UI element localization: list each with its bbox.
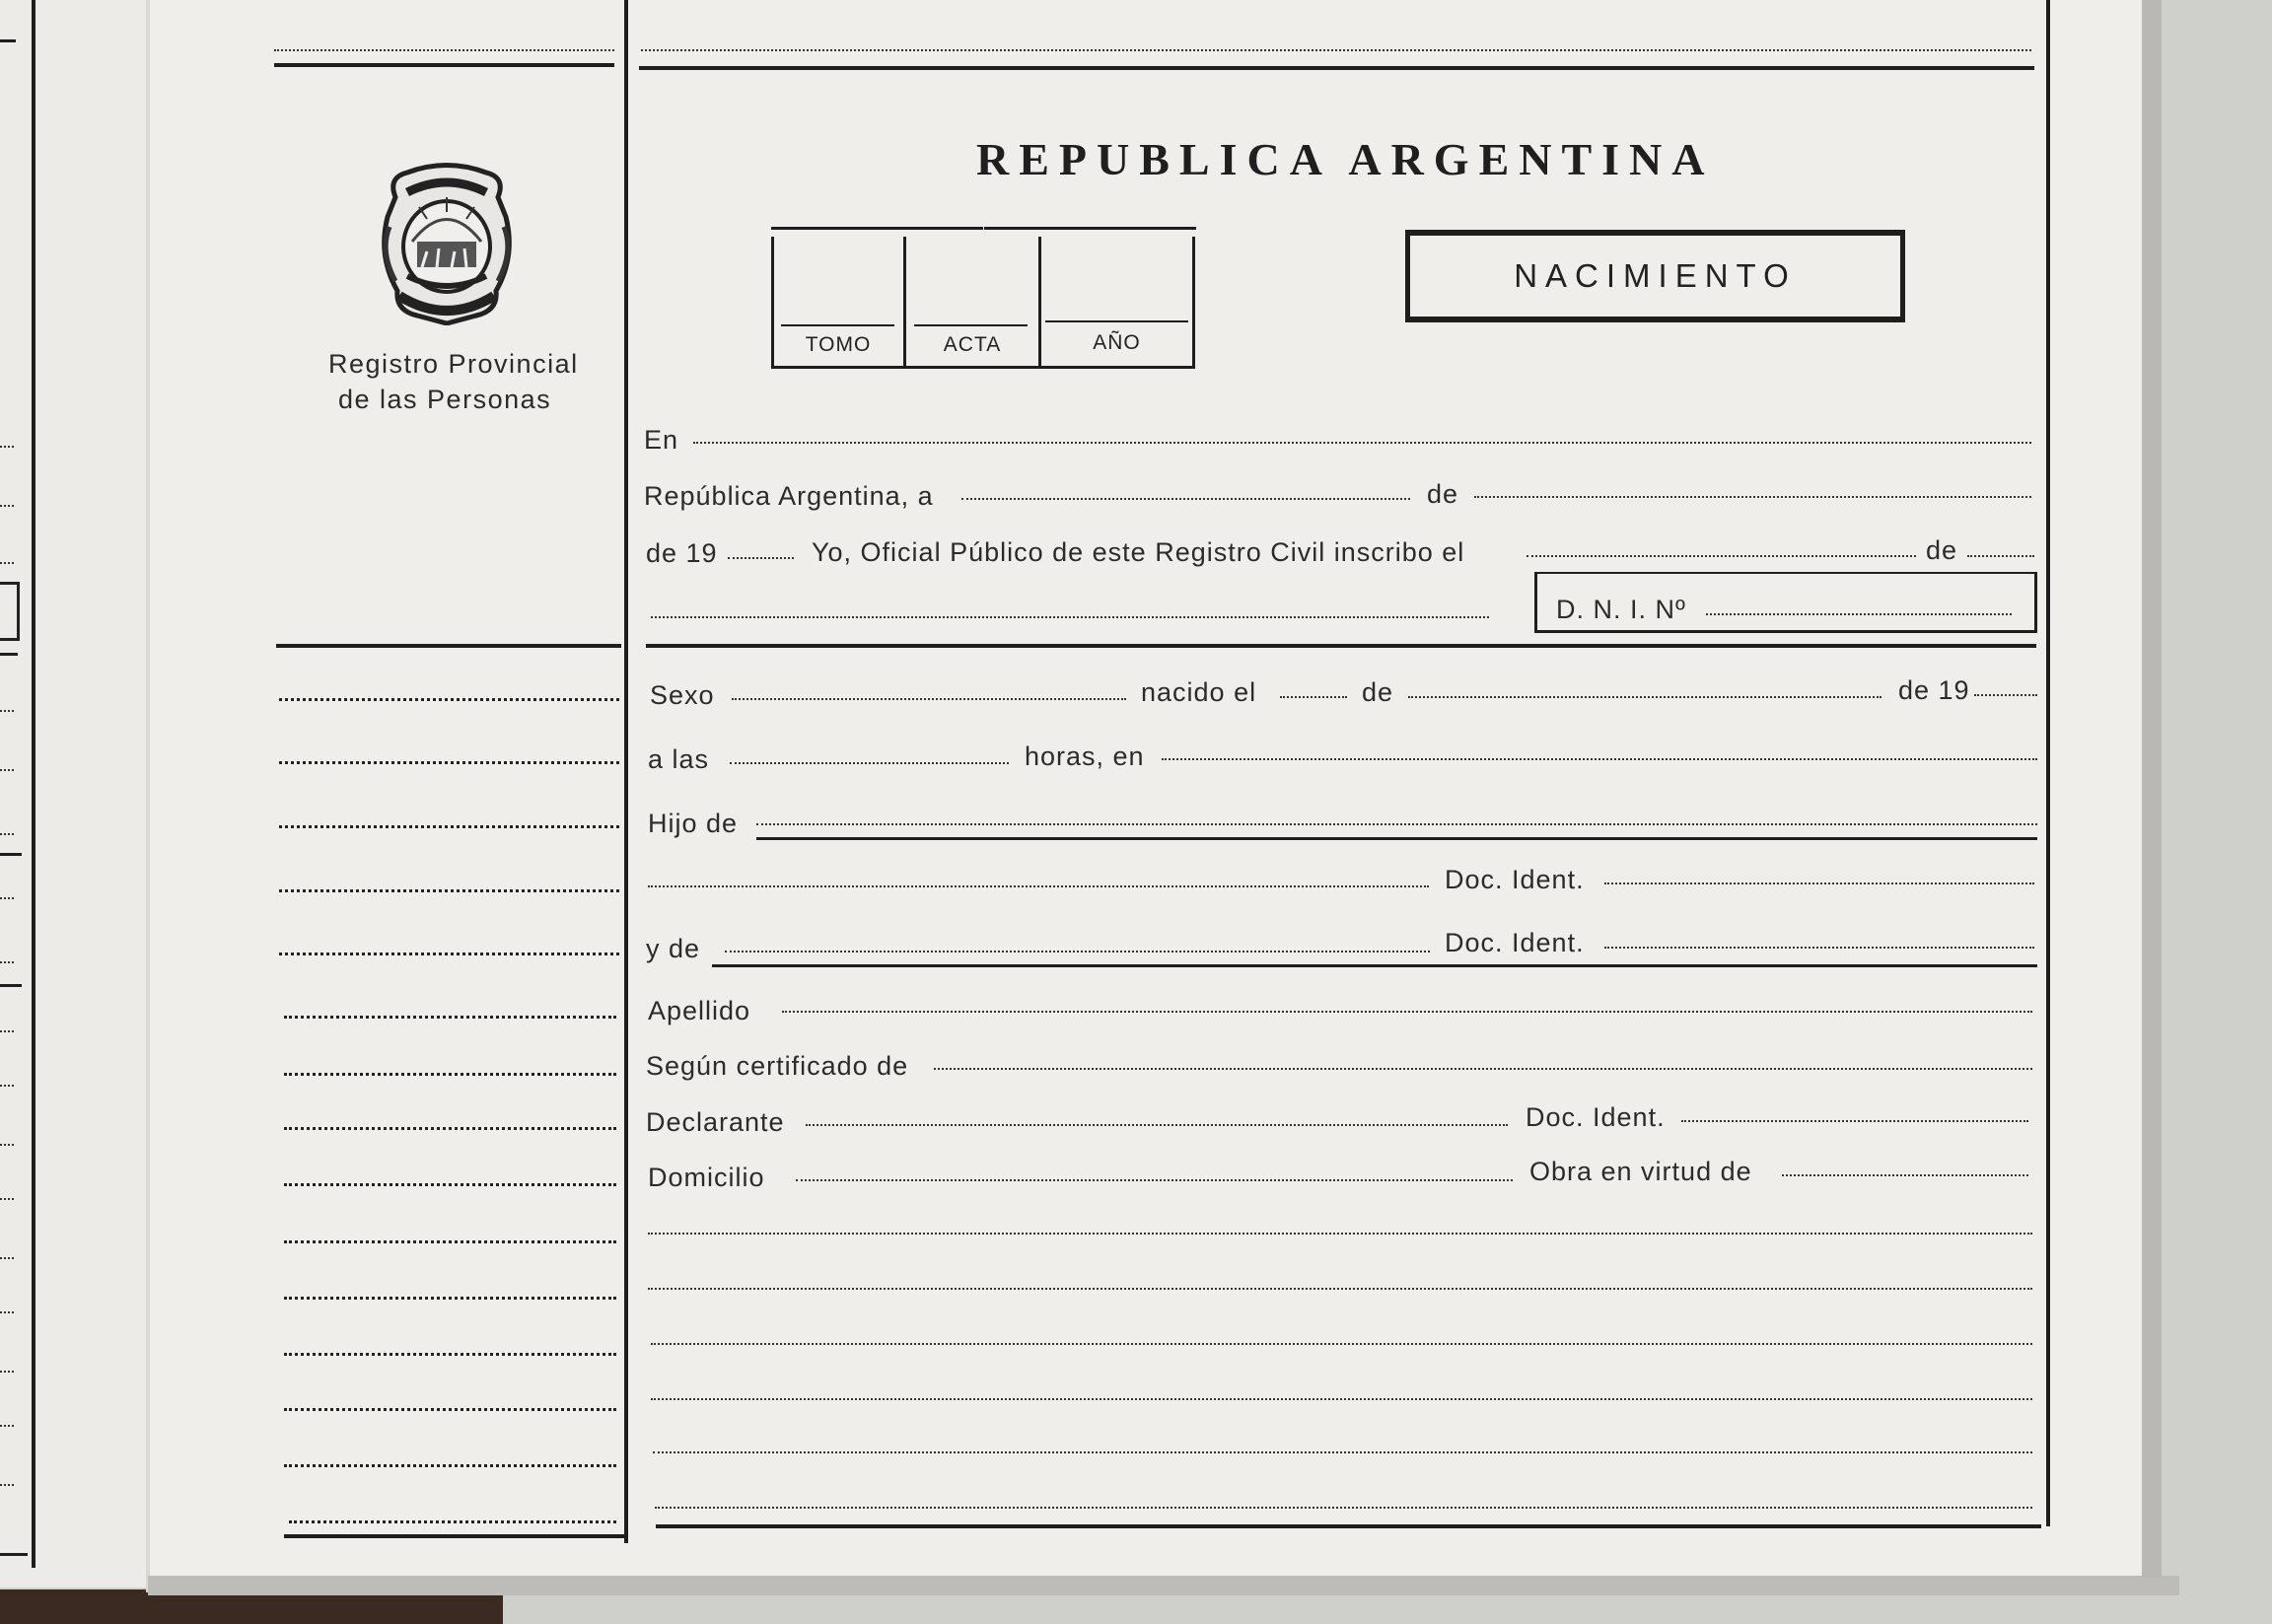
top-rule-right: [639, 66, 2034, 70]
place-field[interactable]: [693, 442, 2031, 444]
declarante-field[interactable]: [806, 1124, 1508, 1126]
mother-underline: [712, 964, 2037, 967]
father-name-field-2[interactable]: [648, 885, 1429, 887]
de-19-label: de 19: [646, 538, 718, 568]
a-las-label: a las: [648, 744, 710, 774]
birth-place-field[interactable]: [1162, 758, 2037, 760]
notes-line[interactable]: [648, 1288, 2032, 1290]
sidebar-row[interactable]: [284, 1297, 616, 1300]
father-name-field[interactable]: [756, 823, 2037, 825]
registry-name-line1: Registro Provincial: [328, 349, 579, 379]
certificate-type-box: [1405, 230, 1905, 322]
page-title: REPUBLICA ARGENTINA: [976, 134, 1715, 184]
top-dotted-line-right: [641, 49, 2031, 51]
record-reference-box: [769, 227, 1198, 370]
day-field[interactable]: [961, 498, 1410, 500]
sidebar-rule: [276, 644, 621, 648]
apellido-field[interactable]: [782, 1011, 2032, 1013]
sexo-field[interactable]: [732, 698, 1126, 700]
tomo-label: TOMO: [805, 333, 872, 356]
name-field[interactable]: [651, 616, 1489, 618]
page-bottom-edge: [148, 1576, 2179, 1595]
de-19-label-b: de 19: [1898, 675, 1970, 705]
notes-line[interactable]: [651, 1398, 2032, 1400]
declarante-doc-field[interactable]: [1681, 1120, 2028, 1122]
obra-en-virtud-label: Obra en virtud de: [1529, 1157, 1752, 1186]
registry-name-line2: de las Personas: [338, 385, 552, 414]
bottom-rule-left: [284, 1534, 624, 1538]
y-de-label: y de: [646, 934, 701, 963]
father-underline: [756, 837, 2037, 840]
hijo-de-label: Hijo de: [648, 809, 739, 838]
inscription-date-field[interactable]: [1526, 555, 1916, 557]
dni-field[interactable]: [1706, 613, 2012, 615]
horas-en-label: horas, en: [1025, 741, 1145, 771]
column-divider: [624, 0, 628, 1543]
sidebar-row[interactable]: [289, 1520, 616, 1523]
sidebar-row[interactable]: [284, 1016, 616, 1019]
bottom-rule-right: [656, 1524, 2041, 1528]
sidebar-row[interactable]: [284, 1464, 616, 1467]
segun-certificado-label: Según certificado de: [646, 1051, 909, 1081]
anio-label: AÑO: [1093, 331, 1141, 354]
page-right-edge: [2142, 0, 2162, 1578]
inscription-month-field[interactable]: [1967, 555, 2034, 557]
dni-label: D. N. I. Nº: [1556, 595, 1686, 624]
sidebar-row[interactable]: [284, 1353, 616, 1356]
birth-day-field[interactable]: [1280, 696, 1347, 698]
sidebar-row[interactable]: [279, 698, 619, 701]
hour-field[interactable]: [730, 762, 1009, 764]
father-doc-field[interactable]: [1604, 883, 2034, 884]
previous-page: [0, 0, 148, 1588]
notes-line[interactable]: [651, 1343, 2032, 1345]
de-label-1: de: [1427, 479, 1459, 509]
doc-ident-label-1: Doc. Ident.: [1445, 865, 1585, 894]
mother-doc-field[interactable]: [1604, 947, 2034, 949]
apellido-label: Apellido: [648, 996, 751, 1025]
de-label-2: de: [1926, 535, 1958, 565]
notes-line[interactable]: [655, 1507, 2032, 1509]
birth-year-field[interactable]: [1974, 694, 2037, 696]
sidebar-row[interactable]: [279, 825, 619, 828]
sidebar-row[interactable]: [284, 1127, 616, 1130]
doc-ident-label-2: Doc. Ident.: [1445, 928, 1585, 957]
sidebar-row[interactable]: [279, 761, 619, 764]
sidebar-row[interactable]: [284, 1240, 616, 1243]
republica-label: República Argentina, a: [644, 481, 934, 511]
sidebar-row[interactable]: [279, 953, 619, 955]
de-label-3: de: [1362, 677, 1394, 707]
year-field[interactable]: [728, 557, 794, 559]
month-field[interactable]: [1474, 496, 2031, 498]
mother-name-field[interactable]: [725, 951, 1430, 953]
yo-oficial-label: Yo, Oficial Público de este Registro Civil inscribo el: [812, 537, 1465, 567]
acta-label: ACTA: [943, 333, 1002, 356]
top-dotted-line-left: [274, 49, 614, 51]
en-label: En: [644, 425, 679, 455]
sidebar-row[interactable]: [284, 1408, 616, 1411]
sidebar-row[interactable]: [284, 1183, 616, 1186]
sidebar-row[interactable]: [284, 1073, 616, 1076]
obra-field[interactable]: [1782, 1174, 2028, 1176]
sidebar-row[interactable]: [279, 889, 619, 892]
provincia-de-misiones-seal-icon: [368, 158, 526, 325]
notes-line[interactable]: [653, 1451, 2032, 1453]
certificate-type: NACIMIENTO: [1514, 257, 1797, 294]
nacido-el-label: nacido el: [1141, 677, 1257, 707]
birth-month-field[interactable]: [1408, 696, 1882, 698]
certificado-field[interactable]: [934, 1068, 2032, 1070]
declarante-label: Declarante: [646, 1107, 785, 1137]
domicilio-field[interactable]: [796, 1179, 1513, 1181]
notes-line[interactable]: [648, 1233, 2032, 1235]
doc-ident-label-3: Doc. Ident.: [1526, 1102, 1666, 1132]
sexo-label: Sexo: [650, 680, 715, 710]
right-border: [2046, 0, 2050, 1526]
top-rule-left: [274, 63, 614, 67]
domicilio-label: Domicilio: [648, 1163, 765, 1192]
section-rule: [646, 644, 2036, 648]
